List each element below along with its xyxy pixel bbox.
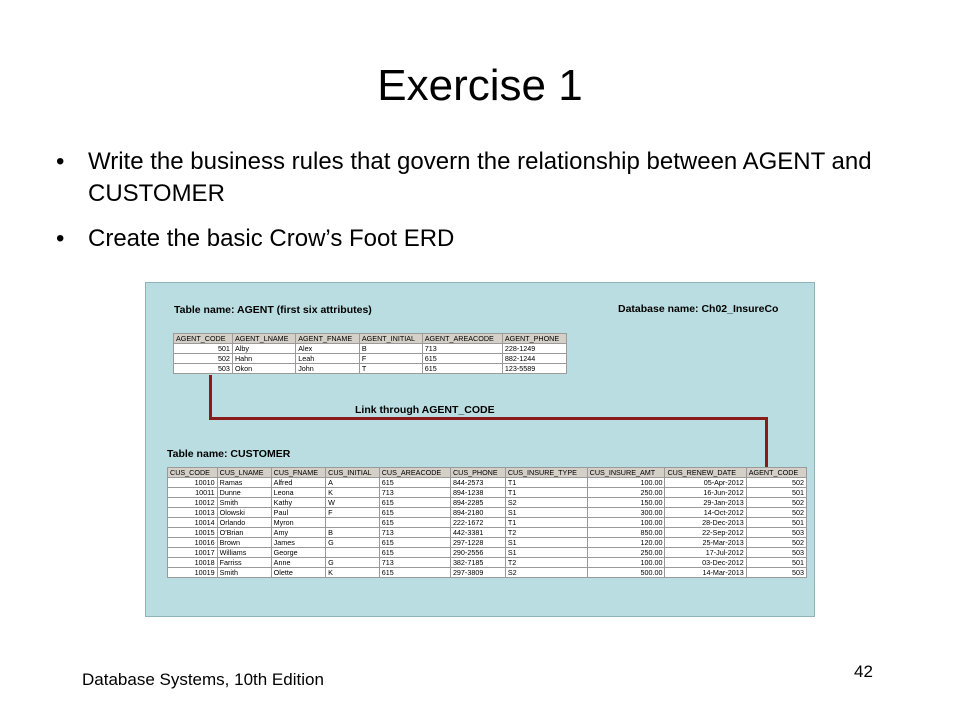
table-cell: F (359, 354, 422, 364)
table-cell: George (271, 548, 325, 558)
table-cell: 501 (746, 488, 806, 498)
table-cell: G (326, 538, 380, 548)
table-cell: 28-Dec-2013 (665, 518, 746, 528)
table-cell: 850.00 (587, 528, 665, 538)
table-cell: 894-1238 (450, 488, 505, 498)
table-cell: Ramas (217, 478, 271, 488)
link-line-vertical-right (765, 417, 768, 467)
table-cell: O'Brian (217, 528, 271, 538)
column-header: AGENT_CODE (174, 334, 233, 344)
table-cell: 615 (379, 508, 450, 518)
table-cell: 713 (379, 488, 450, 498)
table-cell: 503 (746, 568, 806, 578)
table-cell: 882-1244 (502, 354, 566, 364)
table-cell: 615 (379, 478, 450, 488)
table-cell: 03-Dec-2012 (665, 558, 746, 568)
table-row (174, 344, 567, 354)
table-cell: Paul (271, 508, 325, 518)
table-row (168, 528, 807, 538)
table-cell: W (326, 498, 380, 508)
link-line-vertical-left (209, 375, 212, 419)
table-cell: Dunne (217, 488, 271, 498)
table-cell: 25-Mar-2013 (665, 538, 746, 548)
table-cell: Smith (217, 568, 271, 578)
table-cell: Brown (217, 538, 271, 548)
table-cell: 10010 (168, 478, 218, 488)
table-cell: 894-2180 (450, 508, 505, 518)
table-cell: S1 (505, 548, 587, 558)
table-row (168, 558, 807, 568)
table-cell: 713 (422, 344, 502, 354)
footer-book-title: Database Systems, 10th Edition (82, 670, 324, 689)
table-cell: 502 (746, 498, 806, 508)
table-cell: S2 (505, 498, 587, 508)
table-cell: K (326, 568, 380, 578)
table-cell: 10013 (168, 508, 218, 518)
table-cell: Alex (296, 344, 360, 354)
table-cell: T (359, 364, 422, 374)
table-cell: 297-3809 (450, 568, 505, 578)
table-cell: 713 (379, 528, 450, 538)
table-cell: 615 (379, 498, 450, 508)
table-cell: Orlando (217, 518, 271, 528)
table-cell: 228-1249 (502, 344, 566, 354)
table-cell: 10017 (168, 548, 218, 558)
table-row (174, 364, 567, 374)
table-cell: T1 (505, 478, 587, 488)
bullet-dot: • (56, 148, 65, 175)
table-cell: T1 (505, 518, 587, 528)
column-header: AGENT_FNAME (296, 334, 360, 344)
table-cell: Williams (217, 548, 271, 558)
table-cell: John (296, 364, 360, 374)
column-header: CUS_LNAME (217, 468, 271, 478)
table-row (174, 354, 567, 364)
table-row (168, 488, 807, 498)
table-cell: 502 (746, 538, 806, 548)
table-cell: Olette (271, 568, 325, 578)
table-cell: 05-Apr-2012 (665, 478, 746, 488)
table-cell: 250.00 (587, 488, 665, 498)
table-cell: 844-2573 (450, 478, 505, 488)
table-cell: 894-2285 (450, 498, 505, 508)
table-cell: 500.00 (587, 568, 665, 578)
column-header: CUS_INITIAL (326, 468, 380, 478)
table-cell: 615 (379, 518, 450, 528)
table-cell: Alfred (271, 478, 325, 488)
table-row (168, 538, 807, 548)
table-cell: T2 (505, 528, 587, 538)
column-header: CUS_FNAME (271, 468, 325, 478)
column-header: CUS_RENEW_DATE (665, 468, 746, 478)
table-cell: Olowski (217, 508, 271, 518)
table-cell: 300.00 (587, 508, 665, 518)
table-cell: 29-Jan-2013 (665, 498, 746, 508)
table-cell (326, 518, 380, 528)
table-cell: 222-1672 (450, 518, 505, 528)
column-header: CUS_INSURE_AMT (587, 468, 665, 478)
table-cell: Myron (271, 518, 325, 528)
table-row (168, 518, 807, 528)
link-label: Link through AGENT_CODE (355, 404, 495, 416)
table-cell: 100.00 (587, 478, 665, 488)
table-cell: F (326, 508, 380, 518)
table-cell: 503 (746, 528, 806, 538)
table-cell: 100.00 (587, 518, 665, 528)
table-cell: T1 (505, 488, 587, 498)
table-row (168, 548, 807, 558)
table-cell: 100.00 (587, 558, 665, 568)
database-name-label: Database name: Ch02_InsureCo (618, 303, 779, 315)
table-cell (326, 548, 380, 558)
table-row (168, 478, 807, 488)
agent-table (173, 333, 567, 374)
table-cell: K (326, 488, 380, 498)
column-header: CUS_PHONE (450, 468, 505, 478)
table-cell: 16-Jun-2012 (665, 488, 746, 498)
table-cell: T2 (505, 558, 587, 568)
table-cell: Kathy (271, 498, 325, 508)
table-cell: 10014 (168, 518, 218, 528)
column-header: AGENT_AREACODE (422, 334, 502, 344)
database-figure (145, 282, 815, 617)
agent-table-header-row (174, 334, 567, 344)
slide-title: Exercise 1 (377, 61, 583, 110)
table-cell: 10018 (168, 558, 218, 568)
table-cell: 150.00 (587, 498, 665, 508)
table-cell: 290-2556 (450, 548, 505, 558)
table-cell: 10015 (168, 528, 218, 538)
table-cell: 615 (422, 354, 502, 364)
table-cell: 10011 (168, 488, 218, 498)
table-cell: B (326, 528, 380, 538)
table-cell: 10016 (168, 538, 218, 548)
table-row (168, 508, 807, 518)
column-header: CUS_CODE (168, 468, 218, 478)
table-cell: 10012 (168, 498, 218, 508)
table-cell: 250.00 (587, 548, 665, 558)
table-cell: 14-Oct-2012 (665, 508, 746, 518)
table-cell: 501 (174, 344, 233, 354)
table-cell: James (271, 538, 325, 548)
table-cell: Amy (271, 528, 325, 538)
column-header: AGENT_CODE (746, 468, 806, 478)
table-cell: 615 (379, 568, 450, 578)
link-line-horizontal (209, 417, 768, 420)
table-cell: Farriss (217, 558, 271, 568)
table-cell: 14-Mar-2013 (665, 568, 746, 578)
table-cell: 17-Jul-2012 (665, 548, 746, 558)
table-cell: 10019 (168, 568, 218, 578)
customer-table-header-row (168, 468, 807, 478)
table-cell: 502 (746, 508, 806, 518)
bullet-item (56, 223, 916, 255)
table-cell: A (326, 478, 380, 488)
agent-table-label: Table name: AGENT (first six attributes) (174, 304, 372, 316)
bullet-text: Write the business rules that govern the relationship between AGENT and CUSTOMER (88, 148, 872, 207)
table-cell: 502 (746, 478, 806, 488)
table-cell: B (359, 344, 422, 354)
bullet-list (56, 146, 916, 268)
table-cell: Leona (271, 488, 325, 498)
table-row (168, 498, 807, 508)
page-number: 42 (854, 662, 873, 681)
bullet-item (56, 146, 916, 210)
customer-table-label: Table name: CUSTOMER (167, 448, 291, 460)
table-cell: 123-5589 (502, 364, 566, 374)
table-cell: Leah (296, 354, 360, 364)
column-header: AGENT_PHONE (502, 334, 566, 344)
table-cell: G (326, 558, 380, 568)
table-cell: 503 (174, 364, 233, 374)
table-cell: 615 (379, 548, 450, 558)
customer-table (167, 467, 807, 578)
table-cell: Anne (271, 558, 325, 568)
table-cell: 503 (746, 548, 806, 558)
column-header: CUS_INSURE_TYPE (505, 468, 587, 478)
column-header: AGENT_INITIAL (359, 334, 422, 344)
table-cell: 120.00 (587, 538, 665, 548)
table-cell: 442-3381 (450, 528, 505, 538)
table-cell: Alby (232, 344, 295, 354)
column-header: CUS_AREACODE (379, 468, 450, 478)
table-cell: Hahn (232, 354, 295, 364)
table-cell: Okon (232, 364, 295, 374)
table-cell: 615 (422, 364, 502, 374)
table-cell: S2 (505, 568, 587, 578)
table-cell: 502 (174, 354, 233, 364)
table-cell: Smith (217, 498, 271, 508)
table-cell: S1 (505, 508, 587, 518)
table-cell: 501 (746, 518, 806, 528)
table-cell: 713 (379, 558, 450, 568)
table-cell: 501 (746, 558, 806, 568)
table-row (168, 568, 807, 578)
bullet-text: Create the basic Crow’s Foot ERD (88, 225, 455, 252)
bullet-dot: • (56, 225, 65, 252)
table-cell: 297-1228 (450, 538, 505, 548)
table-cell: 615 (379, 538, 450, 548)
table-cell: 382-7185 (450, 558, 505, 568)
table-cell: 22-Sep-2012 (665, 528, 746, 538)
column-header: AGENT_LNAME (232, 334, 295, 344)
table-cell: S1 (505, 538, 587, 548)
